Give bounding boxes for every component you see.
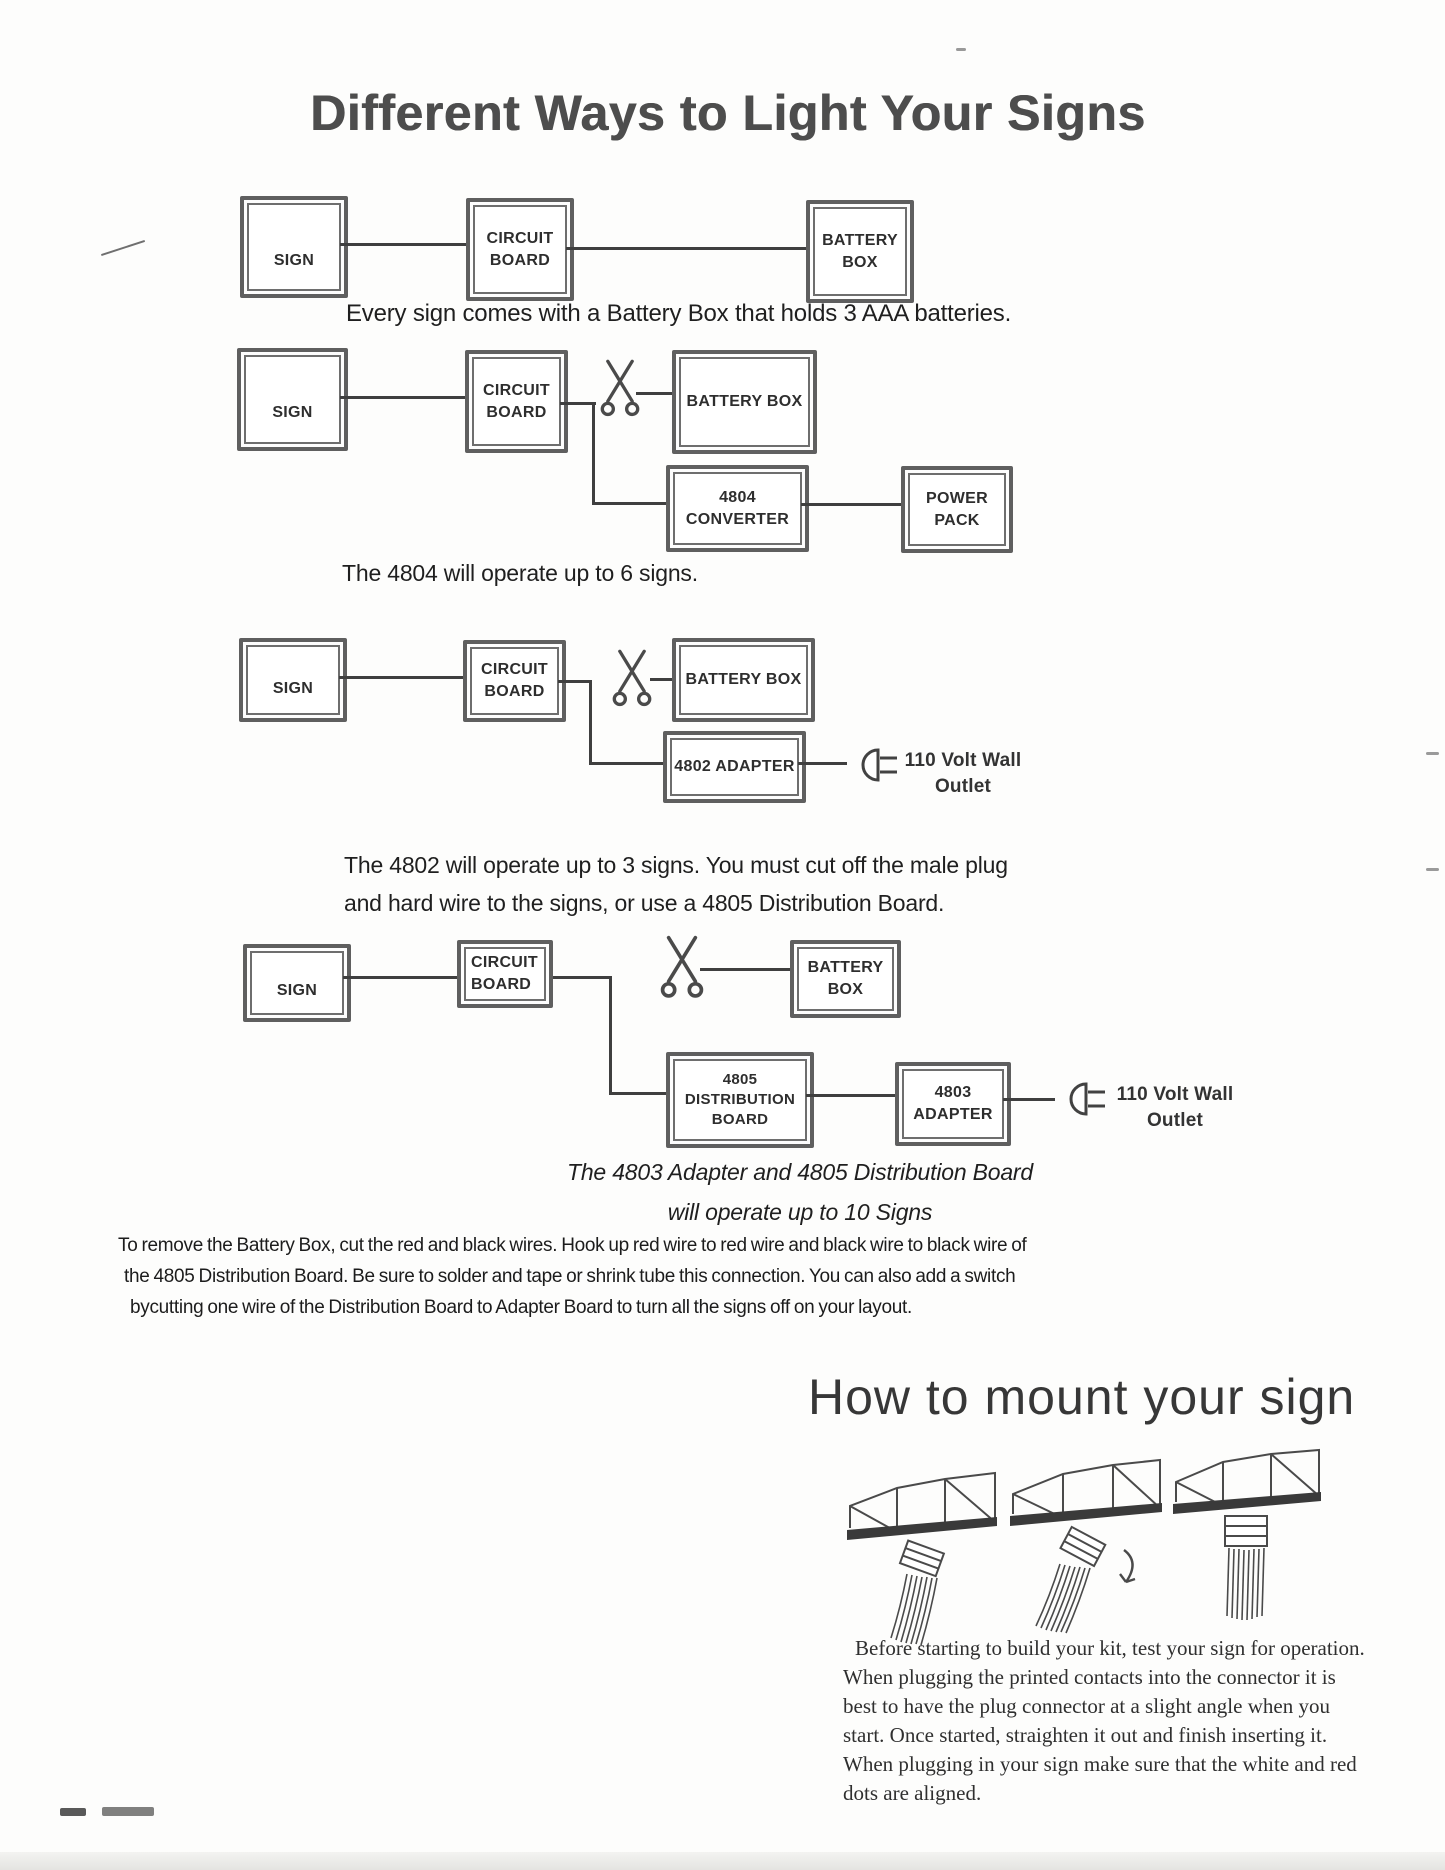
sign-box [239, 638, 347, 722]
power-pack-label: POWER [926, 489, 988, 507]
connector-line [339, 676, 463, 679]
circuit-board-box [463, 640, 566, 722]
battery-box [672, 638, 815, 722]
mount-note [843, 1634, 1403, 1808]
connector-line [340, 396, 465, 399]
cut-line [700, 968, 790, 971]
battery-box [672, 350, 817, 454]
mount-note-line: When plugging the printed contacts into the connector it is [843, 1665, 1336, 1689]
sign-box-label: SIGN [272, 403, 313, 421]
adapter-4802-box [663, 731, 806, 803]
mount-note-line: dots are aligned. [843, 1781, 982, 1805]
circuit-board-label: CIRCUIT [471, 954, 538, 972]
scissors-icon [612, 648, 652, 710]
connector-line [1003, 1098, 1055, 1101]
mount-section-heading: How to mount your sign [808, 1369, 1356, 1425]
caption-4802 [344, 846, 1008, 922]
scissors-icon [660, 934, 704, 1002]
battery-box-label: BOX [827, 981, 864, 998]
connector-line [553, 976, 611, 979]
scan-smudge [60, 1808, 86, 1816]
connector-line [558, 680, 592, 683]
circuit-board-label: CIRCUIT [483, 381, 550, 399]
converter-4804-label: 4804 [719, 488, 756, 506]
distribution-board-4805-box [666, 1052, 814, 1148]
caption-4803-line: will operate up to 10 Signs [667, 1199, 933, 1225]
connector-line [798, 762, 847, 765]
connector-line [806, 1094, 895, 1097]
scan-speck [956, 48, 966, 51]
battery-box-label: BATTERY [807, 959, 884, 977]
adapter-4803-label: 4803 [934, 1084, 972, 1102]
connector-line [560, 402, 596, 405]
cut-line [636, 392, 676, 395]
wall-outlet-label [1100, 1082, 1250, 1134]
wiring-instructions-line: the 4805 Distribution Board. Be sure to solder and tape or shrink tube this connection. You can also add a switch [124, 1266, 1016, 1287]
circuit-board-label: BOARD [471, 976, 532, 993]
sign-mounting-illustration [845, 1448, 1325, 1648]
mount-note-line: When plugging in your sign make sure that the white and red [843, 1752, 1357, 1776]
scan-speck [1426, 752, 1439, 755]
power-pack-box [901, 466, 1013, 553]
connector-line [566, 247, 806, 250]
wall-outlet-label-line: Outlet [934, 776, 992, 797]
wiring-instructions [118, 1230, 1027, 1323]
sign-box [240, 196, 348, 298]
wiring-instructions-line: bycutting one wire of the Distribution Board to Adapter Board to turn all the signs off on your layout. [130, 1297, 912, 1318]
connector-line [589, 680, 592, 764]
battery-box [806, 200, 914, 303]
caption-4802-line: The 4802 will operate up to 3 signs. You must cut off the male plug [344, 852, 1008, 878]
circuit-board-label: CIRCUIT [481, 661, 548, 679]
sign-box [237, 348, 348, 451]
converter-4804-box [666, 465, 809, 552]
wall-outlet-label-line: Outlet [1146, 1110, 1204, 1131]
converter-4804-label: CONVERTER [685, 510, 790, 528]
distribution-board-label: BOARD [711, 1111, 769, 1129]
wall-outlet-label [888, 748, 1038, 800]
battery-box-label: BATTERY [822, 231, 898, 249]
mount-note-line: Before starting to build your kit, test your sign for operation. [855, 1636, 1365, 1660]
adapter-4803-box [895, 1062, 1011, 1146]
circuit-board-label: BOARD [489, 251, 551, 269]
sign-box-label: SIGN [272, 680, 314, 698]
connector-line [340, 243, 466, 246]
page-title: Different Ways to Light Your Signs [310, 85, 1146, 141]
mount-note-line: best to have the plug connector at a slight angle when you [843, 1694, 1330, 1718]
circuit-board-label: CIRCUIT [486, 229, 554, 247]
battery-box-label: BATTERY BOX [686, 393, 803, 411]
caption-4803 [520, 1152, 1080, 1232]
caption-4804: The 4804 will operate up to 6 signs. [342, 560, 698, 586]
connector-line [609, 1092, 666, 1095]
scan-edge-shadow [0, 1852, 1445, 1870]
scan-smudge [102, 1807, 154, 1816]
pen-mark [101, 240, 145, 256]
battery-box-label: BOX [842, 253, 878, 271]
wiring-instructions-line: To remove the Battery Box, cut the red and black wires. Hook up red wire to red wire and black wire to black wire of [118, 1235, 1027, 1256]
connector-line [589, 762, 663, 765]
scan-speck [1426, 868, 1439, 871]
caption-4803-line: The 4803 Adapter and 4805 Distribution Board [566, 1159, 1033, 1185]
sign-box-label: SIGN [273, 252, 315, 270]
battery-box [790, 940, 901, 1018]
distribution-board-label: DISTRIBUTION [684, 1090, 796, 1108]
scissors-icon [600, 358, 640, 420]
connector-line [343, 976, 457, 979]
connector-line [592, 402, 595, 504]
adapter-4802-label: 4802 ADAPTER [674, 758, 795, 776]
power-pack-label: PACK [934, 511, 980, 529]
battery-box-label: BATTERY BOX [685, 671, 802, 689]
sign-box-label: SIGN [276, 982, 318, 1000]
circuit-board-box [457, 940, 553, 1008]
distribution-board-label: 4805 [722, 1070, 758, 1088]
mount-note-line: start. Once started, straighten it out and finish inserting it. [843, 1723, 1328, 1747]
connector-line [801, 503, 901, 506]
adapter-4803-label: ADAPTER [913, 1106, 993, 1123]
caption-battery-note: Every sign comes with a Battery Box that holds 3 AAA batteries. [346, 300, 1012, 327]
sign-box [243, 944, 351, 1022]
caption-4802-line: and hard wire to the signs, or use a 4805 Distribution Board. [344, 890, 945, 916]
circuit-board-label: BOARD [486, 403, 547, 421]
connector-line [592, 502, 666, 505]
circuit-board-box [466, 198, 574, 301]
wall-outlet-label-line: 110 Volt Wall [904, 750, 1022, 771]
circuit-board-box [465, 350, 568, 453]
cut-line [650, 678, 672, 681]
wall-outlet-label-line: 110 Volt Wall [1116, 1084, 1234, 1105]
connector-line [609, 976, 612, 1094]
circuit-board-label: BOARD [484, 683, 545, 700]
